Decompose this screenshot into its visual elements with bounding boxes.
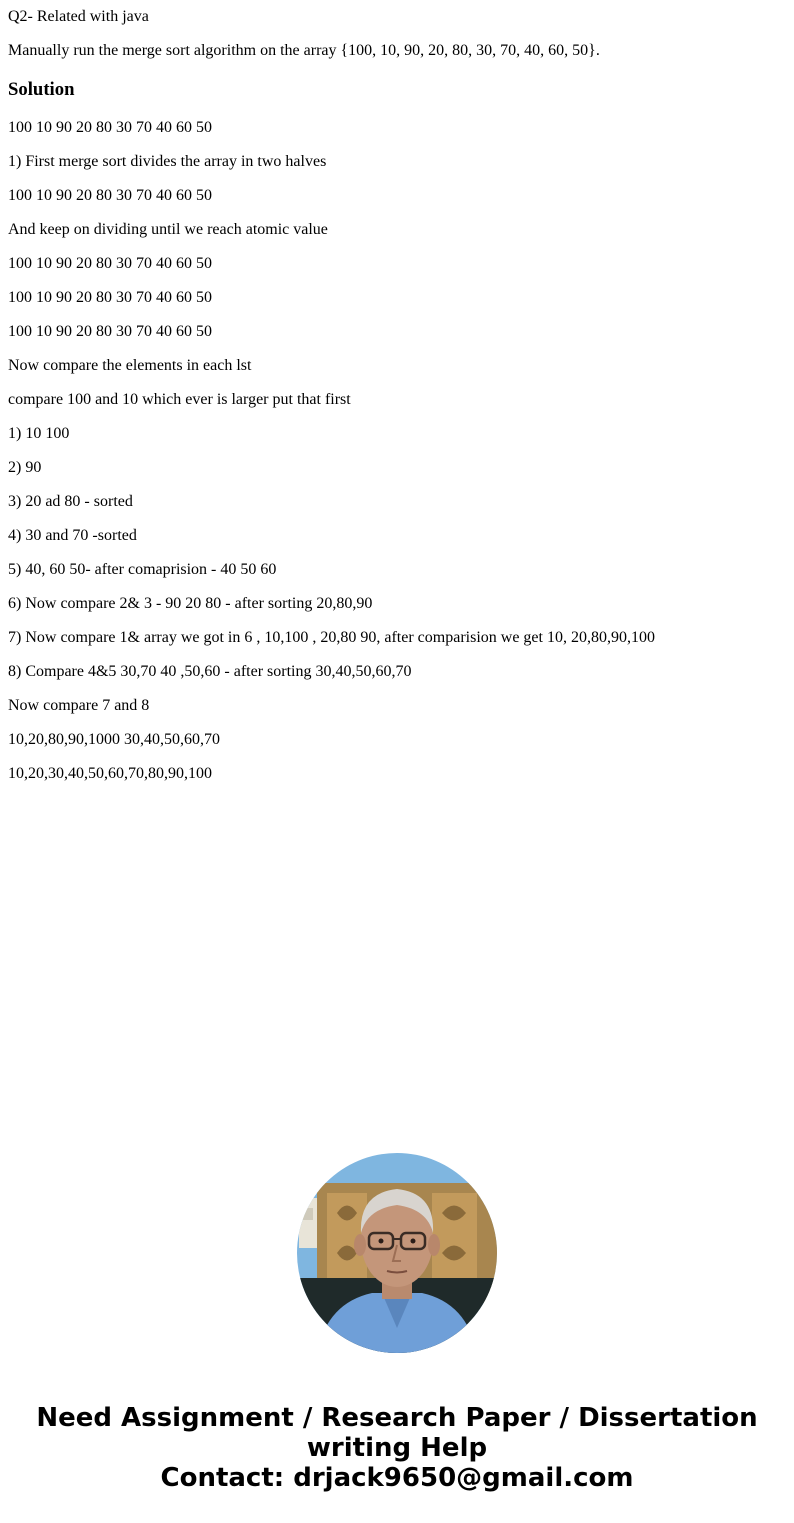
promo-line-1: Need Assignment / Research Paper / Dissertation (36, 1403, 758, 1433)
solution-line: 5) 40, 60 50- after comaprision - 40 50 60 (8, 561, 277, 578)
solution-line: 8) Compare 4&5 30,70 40 ,50,60 - after sorting 30,40,50,60,70 (8, 663, 412, 680)
solution-line: 1) First merge sort divides the array in two halves (8, 153, 327, 170)
author-portrait-image (297, 1153, 497, 1353)
solution-line: 100 10 90 20 80 30 70 40 60 50 (8, 323, 212, 340)
solution-heading: Solution (8, 79, 75, 100)
solution-line: Now compare the elements in each lst (8, 357, 252, 374)
solution-line: 100 10 90 20 80 30 70 40 60 50 (8, 289, 212, 306)
solution-line: 100 10 90 20 80 30 70 40 60 50 (8, 255, 212, 272)
question-title: Q2- Related with java (8, 8, 149, 25)
solution-line: 6) Now compare 2& 3 - 90 20 80 - after sorting 20,80,90 (8, 595, 373, 612)
solution-line: Now compare 7 and 8 (8, 697, 150, 714)
solution-line: And keep on dividing until we reach atomic value (8, 221, 328, 238)
solution-line: 1) 10 100 (8, 425, 70, 442)
solution-line: 10,20,30,40,50,60,70,80,90,100 (8, 765, 212, 782)
solution-line: 100 10 90 20 80 30 70 40 60 50 (8, 119, 212, 136)
solution-line: 7) Now compare 1& array we got in 6 , 10,100 , 20,80 90, after comparision we get 10, 20,80,90,100 (8, 629, 655, 646)
question-prompt: Manually run the merge sort algorithm on the array {100, 10, 90, 20, 80, 30, 70, 40, 60, 50}. (8, 42, 600, 59)
solution-line: 2) 90 (8, 459, 42, 476)
promo-line-2: writing Help (306, 1433, 488, 1463)
solution-line: compare 100 and 10 which ever is larger put that first (8, 391, 351, 408)
solution-line: 100 10 90 20 80 30 70 40 60 50 (8, 187, 212, 204)
solution-line: 10,20,80,90,1000 30,40,50,60,70 (8, 731, 220, 748)
promo-footer (0, 1403, 794, 1493)
promo-contact: Contact: drjack9650@gmail.com (160, 1463, 634, 1493)
solution-line: 3) 20 ad 80 - sorted (8, 493, 133, 510)
solution-line: 4) 30 and 70 -sorted (8, 527, 137, 544)
author-avatar (297, 1153, 497, 1353)
